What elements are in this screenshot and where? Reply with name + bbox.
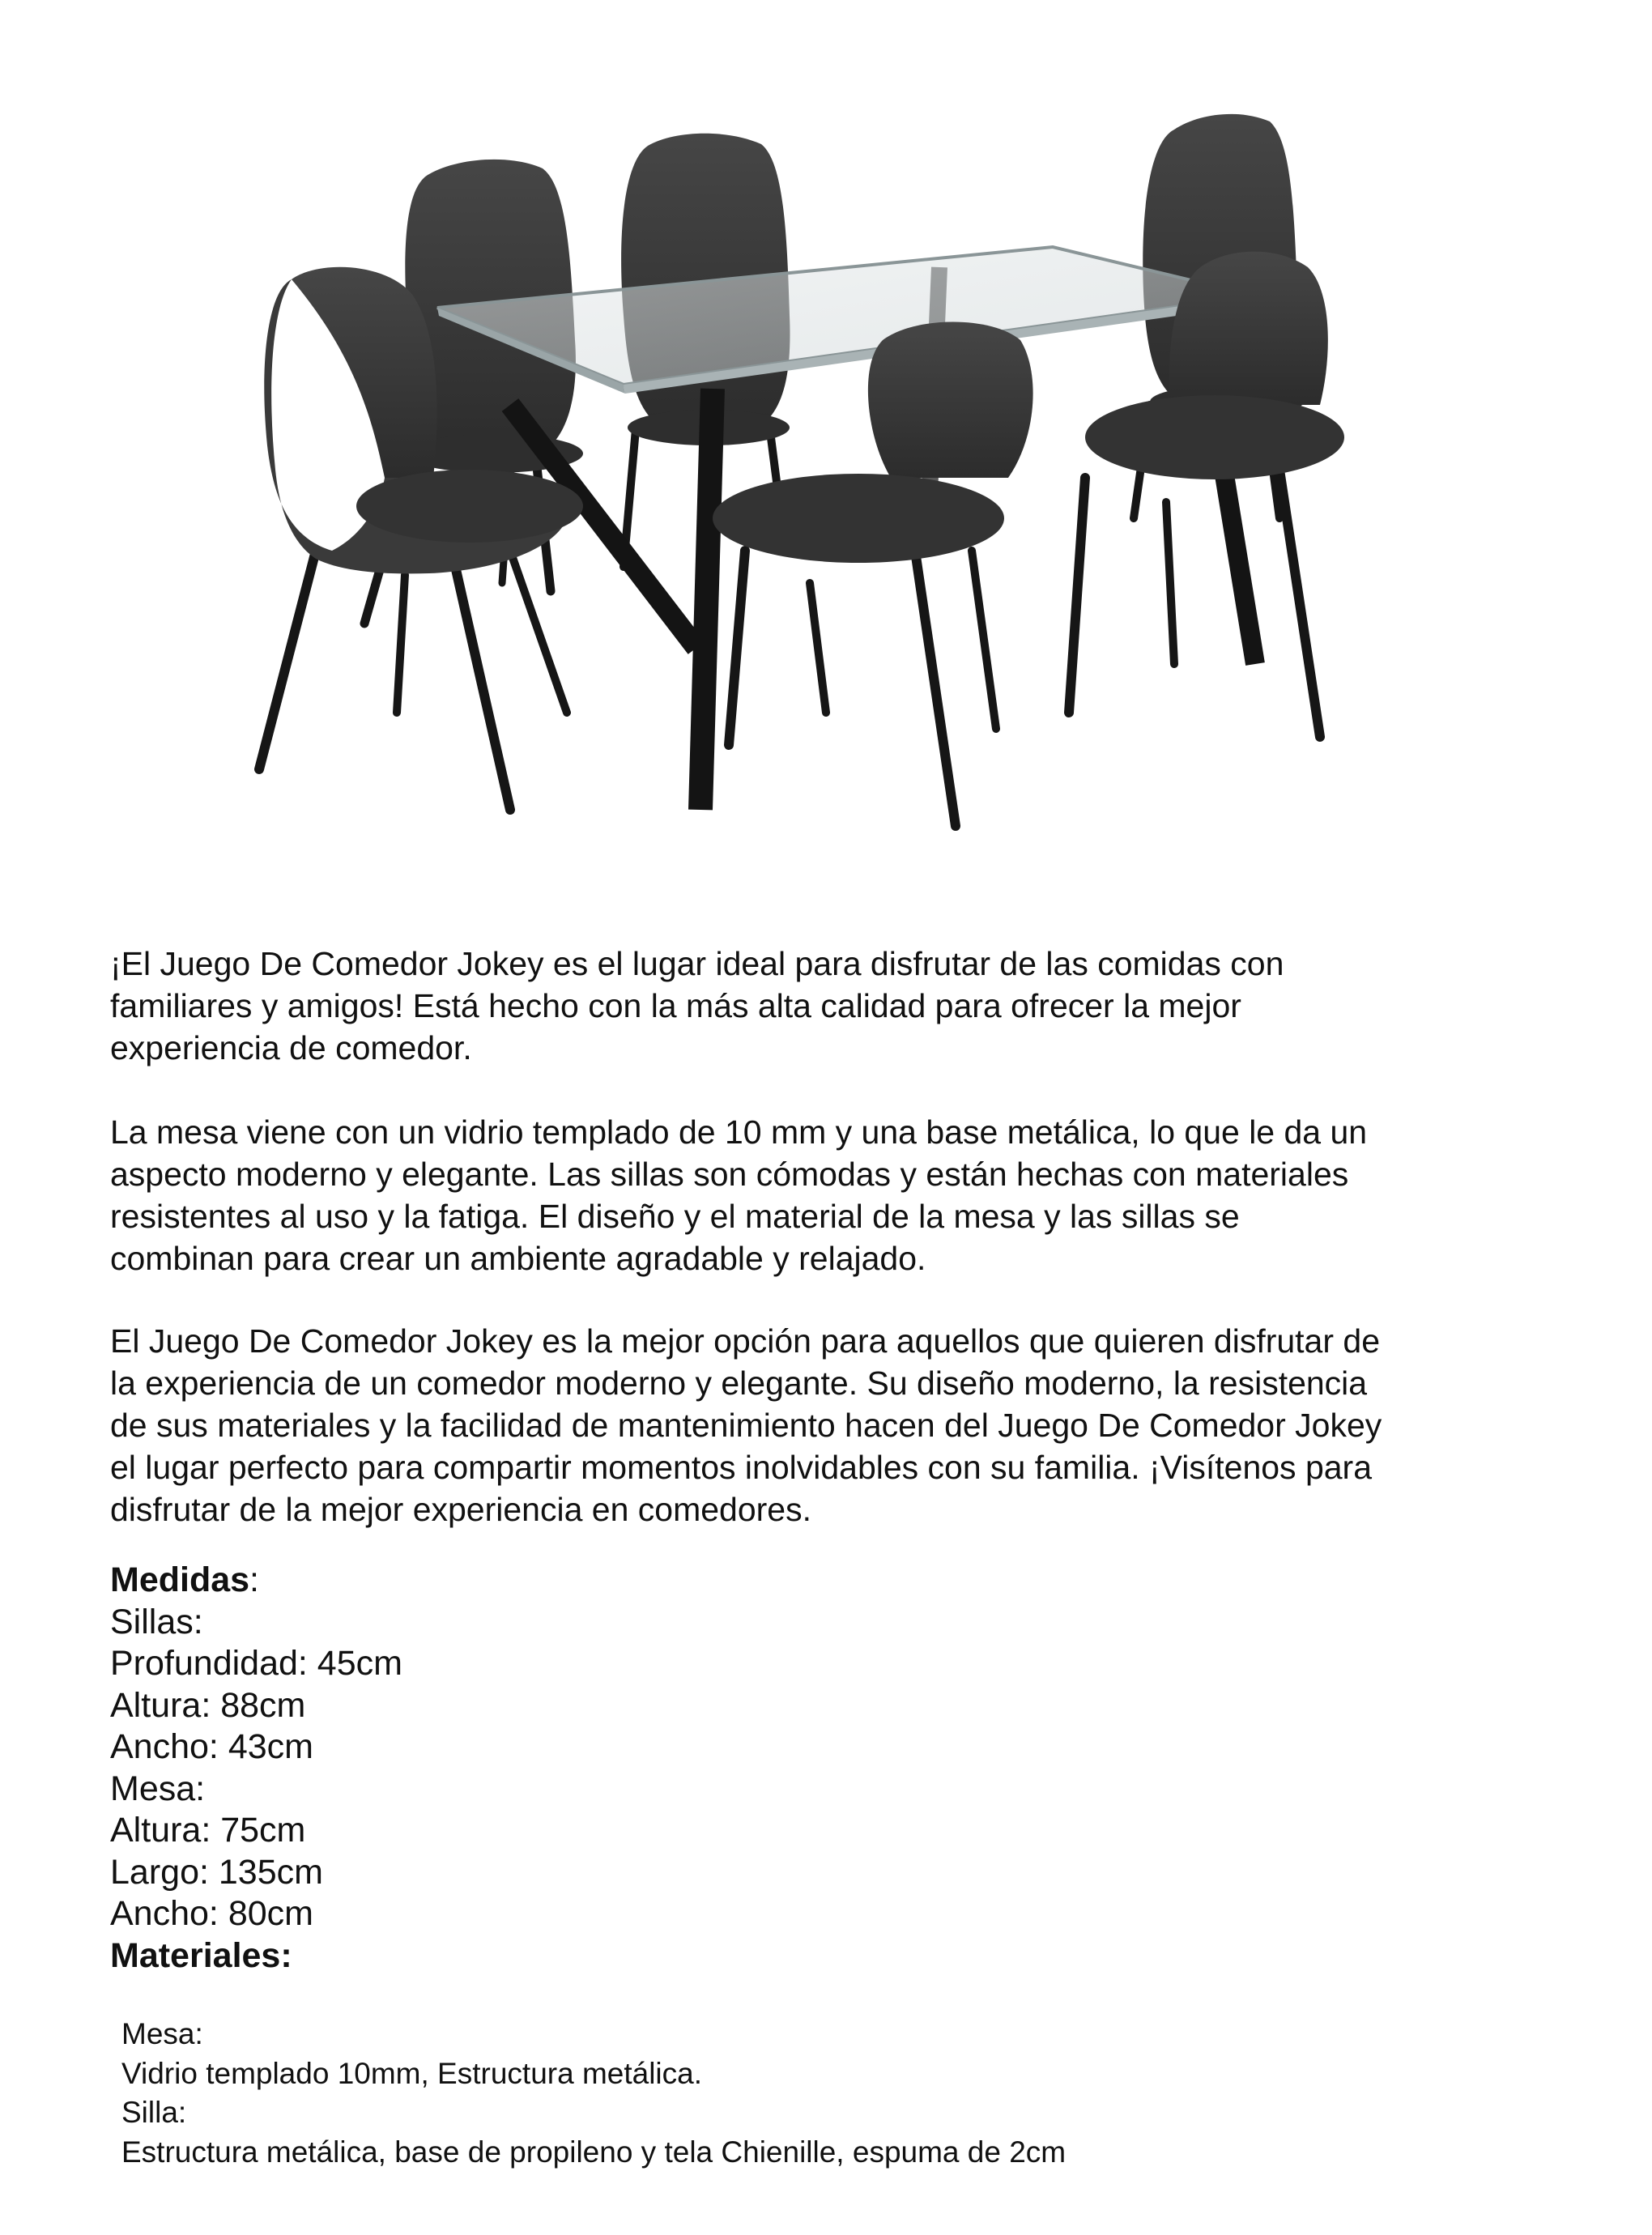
materials-table-label: Mesa: [121, 2017, 203, 2050]
table-length: Largo: 135cm [110, 1852, 323, 1892]
table-width: Ancho: 80cm [110, 1894, 313, 1933]
table-description-paragraph [110, 1111, 1560, 1279]
dining-set-image [243, 97, 1393, 891]
intro-paragraph [110, 943, 1560, 1069]
materials-heading: Materiales: [110, 1935, 292, 1975]
paragraph-line: familiares y amigos! Está hecho con la más alta calidad para ofrecer la mejor [110, 987, 1241, 1024]
chair-height: Altura: 88cm [110, 1685, 306, 1725]
paragraph-line: disfrutar de la mejor experiencia en comedores. [110, 1491, 811, 1528]
paragraph-line: de sus materiales y la facilidad de mantenimiento hacen del Juego De Comedor Jokey [110, 1407, 1382, 1444]
measurements-heading [110, 1560, 402, 1602]
measurements-heading-colon: : [249, 1560, 259, 1599]
paragraph-line: ¡El Juego De Comedor Jokey es el lugar ideal para disfrutar de las comidas con [110, 945, 1284, 982]
paragraph-line: el lugar perfecto para compartir momentos inolvidables con su familia. ¡Visítenos para [110, 1449, 1372, 1486]
measurements-section [110, 1560, 402, 1977]
chair-depth: Profundidad: 45cm [110, 1644, 402, 1683]
materials-table-value: Vidrio templado 10mm, Estructura metálica. [121, 2056, 703, 2090]
paragraph-line: aspecto moderno y elegante. Las sillas son cómodas y están hechas con materiales [110, 1156, 1349, 1193]
materials-section [121, 2015, 1066, 2172]
paragraph-line: resistentes al uso y la fatiga. El diseño y el material de la mesa y las sillas se [110, 1198, 1240, 1235]
table-label: Mesa: [110, 1769, 206, 1808]
paragraph-line: El Juego De Comedor Jokey es la mejor opción para aquellos que quieren disfrutar de [110, 1322, 1381, 1360]
measurements-heading-text: Medidas [110, 1560, 250, 1599]
paragraph-line: la experiencia de un comedor moderno y elegante. Su diseño moderno, la resistencia [110, 1364, 1368, 1402]
materials-chair-label: Silla: [121, 2096, 187, 2129]
chairs-label: Sillas: [110, 1602, 203, 1641]
table-height: Altura: 75cm [110, 1811, 306, 1850]
materials-chair-value: Estructura metálica, base de propileno y tela Chienille, espuma de 2cm [121, 2135, 1067, 2169]
closing-paragraph [110, 1320, 1560, 1530]
paragraph-line: experiencia de comedor. [110, 1029, 472, 1066]
paragraph-line: combinan para crear un ambiente agradable y relajado. [110, 1240, 926, 1277]
chair-width: Ancho: 43cm [110, 1727, 313, 1766]
paragraph-line: La mesa viene con un vidrio templado de 10 mm y una base metálica, lo que le da un [110, 1113, 1368, 1151]
